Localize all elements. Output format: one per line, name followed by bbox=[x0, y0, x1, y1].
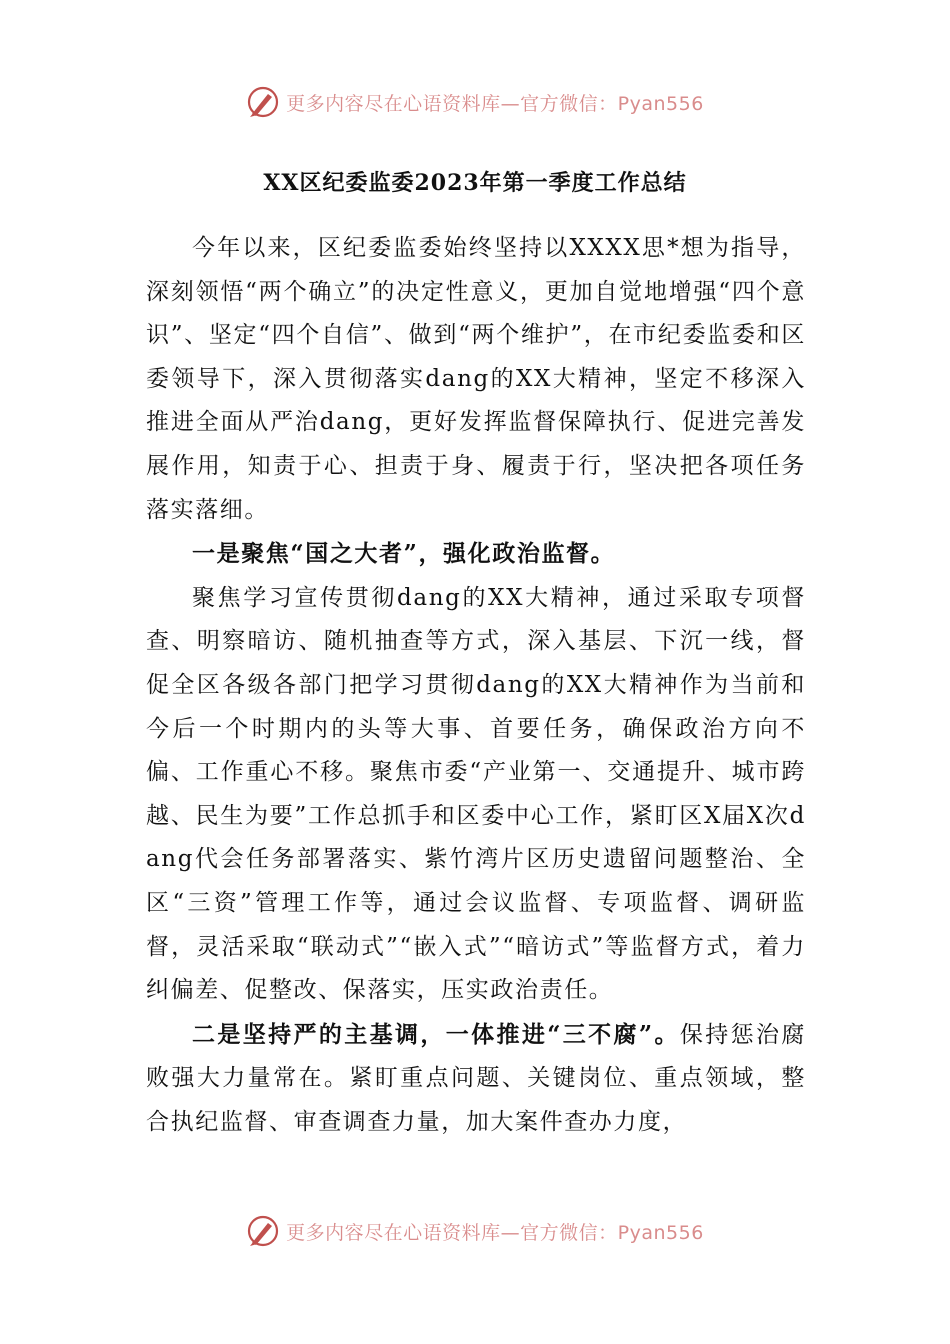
paragraph-section-1-heading bbox=[146, 532, 806, 577]
document-title: XX区纪委监委2023年第一季度工作总结 bbox=[263, 170, 687, 196]
watermark-text-bottom: 更多内容尽在心语资料库—官方微信：Pyan556 bbox=[286, 1221, 704, 1244]
section-heading: 二是坚持严的主基调，一体推进“三不腐”。 bbox=[192, 1020, 680, 1048]
document-body bbox=[146, 227, 806, 1144]
pen-circle-logo-icon bbox=[246, 85, 280, 119]
paragraph-text: 聚焦学习宣传贯彻dang的XX大精神，通过采取专项督查、明察暗访、随机抽查等方式，深入基层、下沉一线，督促全区各级各部门把学习贯彻dang的XX大精神作为当前和今后一个时期内的头等大事、首要任务，确保政治方向不偏、工作重心不移。聚焦市委“产业第一、交通提升、城市跨越、民生为要”工作总抓手和区委中心工作，紧盯区X届X次dang代会任务部署落实、紫竹湾片区历史遗留问题整治、全区“三资”管理工作等，通过会议监督、专项监督、调研监督，灵活采取“联动式”“嵌入式”“暗访式”等监督方式，着力纠偏差、促整改、保落实，压实政治责任。 bbox=[146, 584, 806, 1004]
paragraph-section-2 bbox=[146, 1013, 806, 1145]
pen-circle-logo-icon bbox=[246, 1214, 280, 1248]
watermark-text-top: 更多内容尽在心语资料库—官方微信：Pyan556 bbox=[286, 92, 704, 115]
paragraph-section-1-body bbox=[146, 577, 806, 1013]
section-heading: 一是聚焦“国之大者”，强化政治监督。 bbox=[192, 540, 616, 568]
paragraph-text: 保持惩治腐败强大力量常在。紧盯重点问题、关键岗位、重点领域，整合执纪监督、审查调查力量，加大案件查办力度， bbox=[146, 1021, 806, 1135]
paragraph-intro bbox=[146, 227, 806, 532]
watermark-banner-top bbox=[0, 82, 950, 122]
paragraph-text: 今年以来，区纪委监委始终坚持以XXXX思*想为指导，深刻领悟“两个确立”的决定性意义，更加自觉地增强“四个意识”、坚定“四个自信”、做到“两个维护”，在市纪委监委和区委领导下，深入贯彻落实dang的XX大精神，坚定不移深入推进全面从严治dang，更好发挥监督保障执行、促进完善发展作用，知责于心、担责于身、履责于行，坚决把各项任务落实落细。 bbox=[146, 235, 806, 523]
watermark-banner-bottom bbox=[0, 1211, 950, 1251]
